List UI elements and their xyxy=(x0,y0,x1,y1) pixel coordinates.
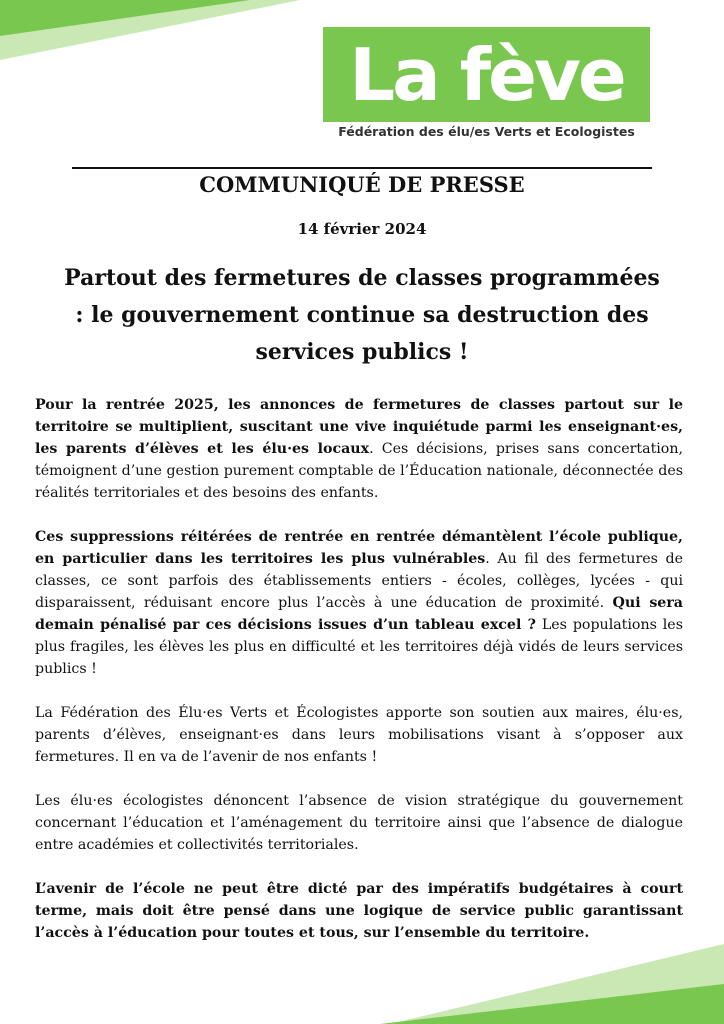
paragraph-3 xyxy=(35,702,683,768)
paragraph-2-text-1: . Au fil des fermetures de classes, ce sont parfois des établissements entiers - écoles, collèges, lycées - qui disparaissent, réduisant encore plus l’accès à une éducation de proximité. xyxy=(35,551,683,611)
band-dark-bottom xyxy=(380,984,724,1024)
paragraph-1-text: . Ces décisions, prises sans concertation, témoignent d’une gestion purement comptable de l’Éducation nationale, déconnectée des réalités territoriales et des besoins des enfants. xyxy=(35,441,683,501)
paragraph-5 xyxy=(35,878,683,944)
paragraph-1 xyxy=(35,394,683,504)
paragraph-1-bold: Pour la rentrée 2025, les annonces de fermetures de classes partout sur le territoire se multiplient, suscitant une vive inquiétude parmi les enseignant·es, les parents d’élèves et les élu·es locaux xyxy=(35,397,683,457)
paragraph-2 xyxy=(35,526,683,680)
logo xyxy=(323,27,650,122)
paragraph-2-bold-2: Qui sera demain pénalisé par ces décisions issues d’un tableau excel ? xyxy=(35,595,683,633)
logo-wordmark: La fève xyxy=(349,32,624,117)
paragraph-2-text-2: Les populations les plus fragiles, les élèves les plus en difficulté et les territoires déjà vidés de leurs services publics ! xyxy=(35,617,683,677)
band-light-top xyxy=(0,0,300,60)
band-dark-top xyxy=(0,0,250,36)
press-release-label: COMMUNIQUÉ DE PRESSE xyxy=(199,172,525,197)
paragraph-4-text: Les élu·es écologistes dénoncent l’absence de vision stratégique du gouvernement concernant l’éducation et l’aménagement du territoire ainsi que l’absence de dialogue entre académies et collectivités territoriales. xyxy=(35,793,683,853)
paragraph-5-bold: L’avenir de l’école ne peut être dicté par des impératifs budgétaires à court terme, mais doit être pensé dans une logique de service public garantissant l’accès à l’éducation pour toutes et tous, sur l’ensemble du territoire. xyxy=(35,881,683,941)
header-divider xyxy=(72,167,652,169)
paragraph-2-bold-1: Ces suppressions réitérées de rentrée en rentrée démantèlent l’école publique, en particulier dans les territoires les plus vulnérables xyxy=(35,529,683,567)
paragraph-3-text: La Fédération des Élu·es Verts et Écologistes apporte son soutien aux maires, élu·es, parents d’élèves, enseignant·es dans leurs mobilisations visant à s’opposer aux fermetures. Il en va de l’avenir de nos enfants ! xyxy=(35,705,683,765)
top-left-green-band xyxy=(0,0,310,80)
release-date: 14 février 2024 xyxy=(297,220,427,238)
logo-subtitle: Fédération des élu/es Verts et Ecologistes xyxy=(338,124,635,139)
page-title: Partout des fermetures de classes programmées : le gouvernement continue sa destruction des services publics ! xyxy=(64,265,660,365)
paragraph-4 xyxy=(35,790,683,856)
article-body xyxy=(35,394,683,966)
